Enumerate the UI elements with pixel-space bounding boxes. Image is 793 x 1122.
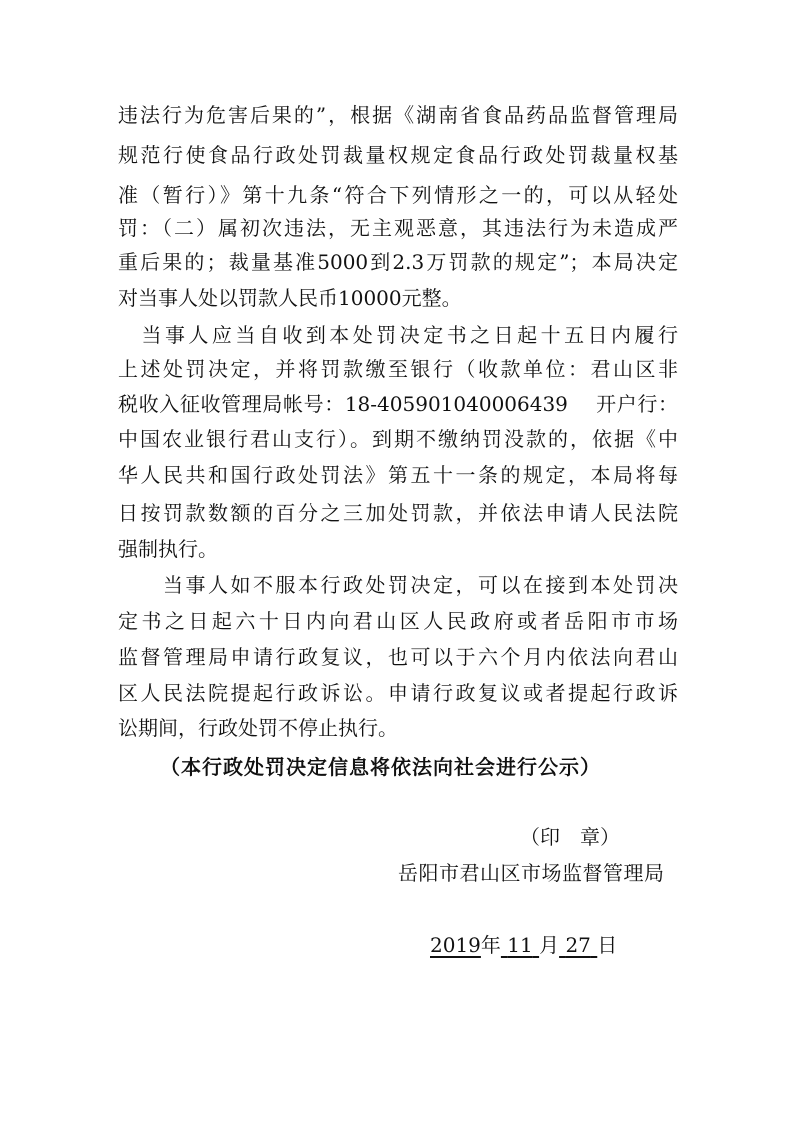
paragraph-2-line-3: 税收入征收管理局帐号：18-405901040006439 开户行： — [118, 392, 678, 416]
seal-placeholder: （印 章） — [520, 825, 620, 849]
date-day: 27 — [565, 933, 591, 957]
paragraph-3-line-1: 当事人如不服本行政处罚决定，可以在接到本处罚决 — [118, 573, 678, 597]
issuing-organization: 岳阳市君山区市场监督管理局 — [398, 861, 665, 885]
paragraph-2-line-6: 日按罚款数额的百分之三加处罚款，并依法申请人民法院 — [118, 501, 678, 525]
paragraph-1-line-6: 对当事人处以罚款人民币10000元整。 — [118, 286, 462, 310]
paragraph-2-line-2: 上述处罚决定，并将罚款缴至银行（收款单位：君山区非 — [118, 357, 678, 381]
paragraph-1-line-5: 重后果的；裁量基准5000到2.3万罚款的规定”；本局决定 — [118, 250, 678, 274]
date-month-unit: 月 — [539, 933, 560, 957]
paragraph-2-line-4: 中国农业银行君山支行）。到期不缴纳罚没款的，依据《中 — [118, 427, 678, 451]
paragraph-1-line-4: 罚：（二）属初次违法，无主观恶意，其违法行为未造成严 — [118, 216, 678, 240]
paragraph-1-line-3: 准（暂行）》第十九条“符合下列情形之一的，可以从轻处 — [118, 183, 678, 207]
paragraph-3-line-4: 区人民法院提起行政诉讼。申请行政复议或者提起行政诉 — [118, 681, 678, 705]
paragraph-2-line-7: 强制执行。 — [118, 537, 218, 561]
paragraph-3-line-5: 讼期间，行政处罚不停止执行。 — [118, 716, 398, 740]
paragraph-2-line-5: 华人民共和国行政处罚法》第五十一条的规定，本局将每 — [118, 463, 678, 487]
paragraph-2-line-1: 当事人应当自收到本处罚决定书之日起十五日内履行 — [118, 323, 678, 347]
public-notice: （本行政处罚决定信息将依法向社会进行公示） — [160, 755, 601, 779]
date-month: 11 — [507, 933, 533, 957]
date-day-unit: 日 — [597, 933, 618, 957]
paragraph-1-line-2: 规范行使食品行政处罚裁量权规定食品行政处罚裁量权基 — [118, 143, 678, 167]
paragraph-3-line-3: 监督管理局申请行政复议，也可以于六个月内依法向君山 — [118, 645, 678, 669]
issue-date — [430, 930, 617, 960]
date-year-unit: 年 — [480, 933, 501, 957]
paragraph-1-line-1: 违法行为危害后果的”，根据《湖南省食品药品监督管理局 — [118, 103, 678, 127]
date-year: 2019 — [430, 933, 481, 957]
paragraph-3-line-2: 定书之日起六十日内向君山区人民政府或者岳阳市市场 — [118, 609, 678, 633]
